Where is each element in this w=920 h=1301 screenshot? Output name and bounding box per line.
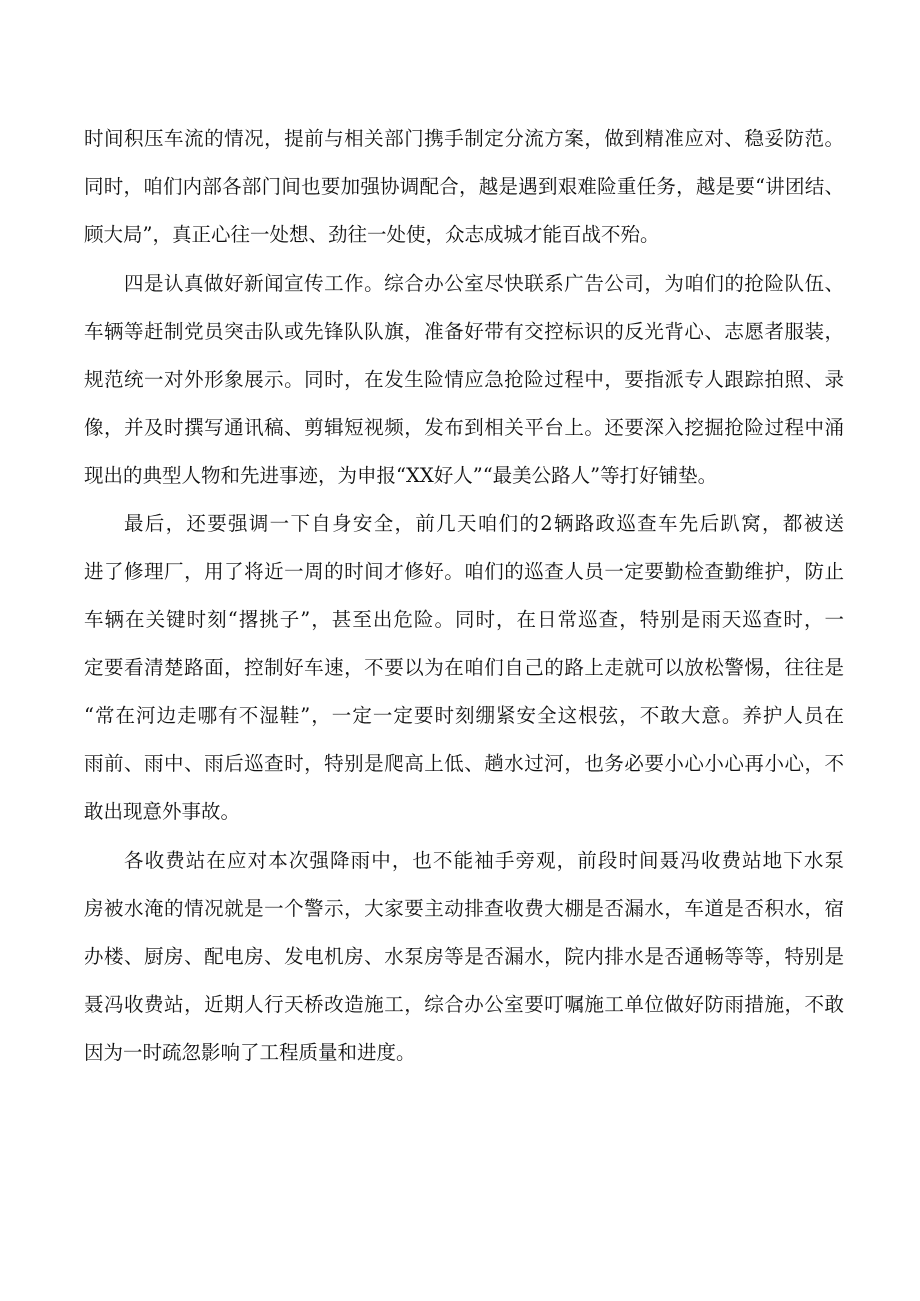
paragraph-1-line-2: 同时，咱们内部各部门间也要加强协调配合，越是遇到艰难险重任务，越是要“讲团结、: [84, 175, 844, 198]
paragraph-4-line-1: 各收费站在应对本次强降雨中，也不能袖手旁观，前段时间聂冯收费站地下水泵: [124, 849, 844, 872]
paragraph-2-line-5: 现出的典型人物和先进事迹，为申报“XX好人”“最美公路人”等打好铺垫。: [84, 464, 718, 487]
paragraph-2-line-3: 规范统一对外形象展示。同时，在发生险情应急抢险过程中，要指派专人跟踪拍照、录: [84, 368, 844, 391]
paragraph-3-line-1: 最后，还要强调一下自身安全，前几天咱们的2辆路政巡查车先后趴窝，都被送: [124, 512, 844, 535]
paragraph-4-line-5: 因为一时疏忽影响了工程质量和进度。: [84, 1041, 416, 1064]
paragraph-1-line-1: 时间积压车流的情况，提前与相关部门携手制定分流方案，做到精准应对、稳妥防范。: [84, 127, 844, 150]
paragraph-4-line-4: 聂冯收费站，近期人行天桥改造施工，综合办公室要叮嘱施工单位做好防雨措施，不敢: [84, 993, 844, 1016]
paragraph-3-line-5: “常在河边走哪有不湿鞋”，一定一定要时刻绷紧安全这根弦，不敢大意。养护人员在: [84, 704, 844, 727]
paragraph-3-line-3: 车辆在关键时刻“撂挑子”，甚至出危险。同时，在日常巡查，特别是雨天巡查时，一: [84, 608, 844, 631]
paragraph-4-line-3: 办楼、厨房、配电房、发电机房、水泵房等是否漏水，院内排水是否通畅等等，特别是: [84, 945, 844, 968]
paragraph-2-line-2: 车辆等赶制党员突击队或先锋队队旗，准备好带有交控标识的反光背心、志愿者服装，: [84, 320, 844, 343]
paragraph-4-line-2: 房被水淹的情况就是一个警示，大家要主动排查收费大棚是否漏水，车道是否积水，宿: [84, 897, 844, 920]
paragraph-3-line-4: 定要看清楚路面，控制好车速，不要以为在咱们自己的路上走就可以放松警惕，往往是: [84, 656, 844, 679]
paragraph-3-line-2: 进了修理厂，用了将近一周的时间才修好。咱们的巡查人员一定要勤检查勤维护，防止: [84, 560, 844, 583]
paragraph-2-line-1: 四是认真做好新闻宣传工作。综合办公室尽快联系广告公司，为咱们的抢险队伍、: [124, 272, 844, 295]
paragraph-2-line-4: 像，并及时撰写通讯稿、剪辑短视频，发布到相关平台上。还要深入挖掘抢险过程中涌: [84, 416, 844, 439]
paragraph-3-line-7: 敢出现意外事故。: [84, 800, 241, 823]
paragraph-1-line-3: 顾大局”，真正心往一处想、劲往一处使，众志成城才能百战不殆。: [84, 223, 660, 246]
paragraph-3-line-6: 雨前、雨中、雨后巡查时，特别是爬高上低、趟水过河，也务必要小心小心再小心，不: [84, 752, 844, 775]
